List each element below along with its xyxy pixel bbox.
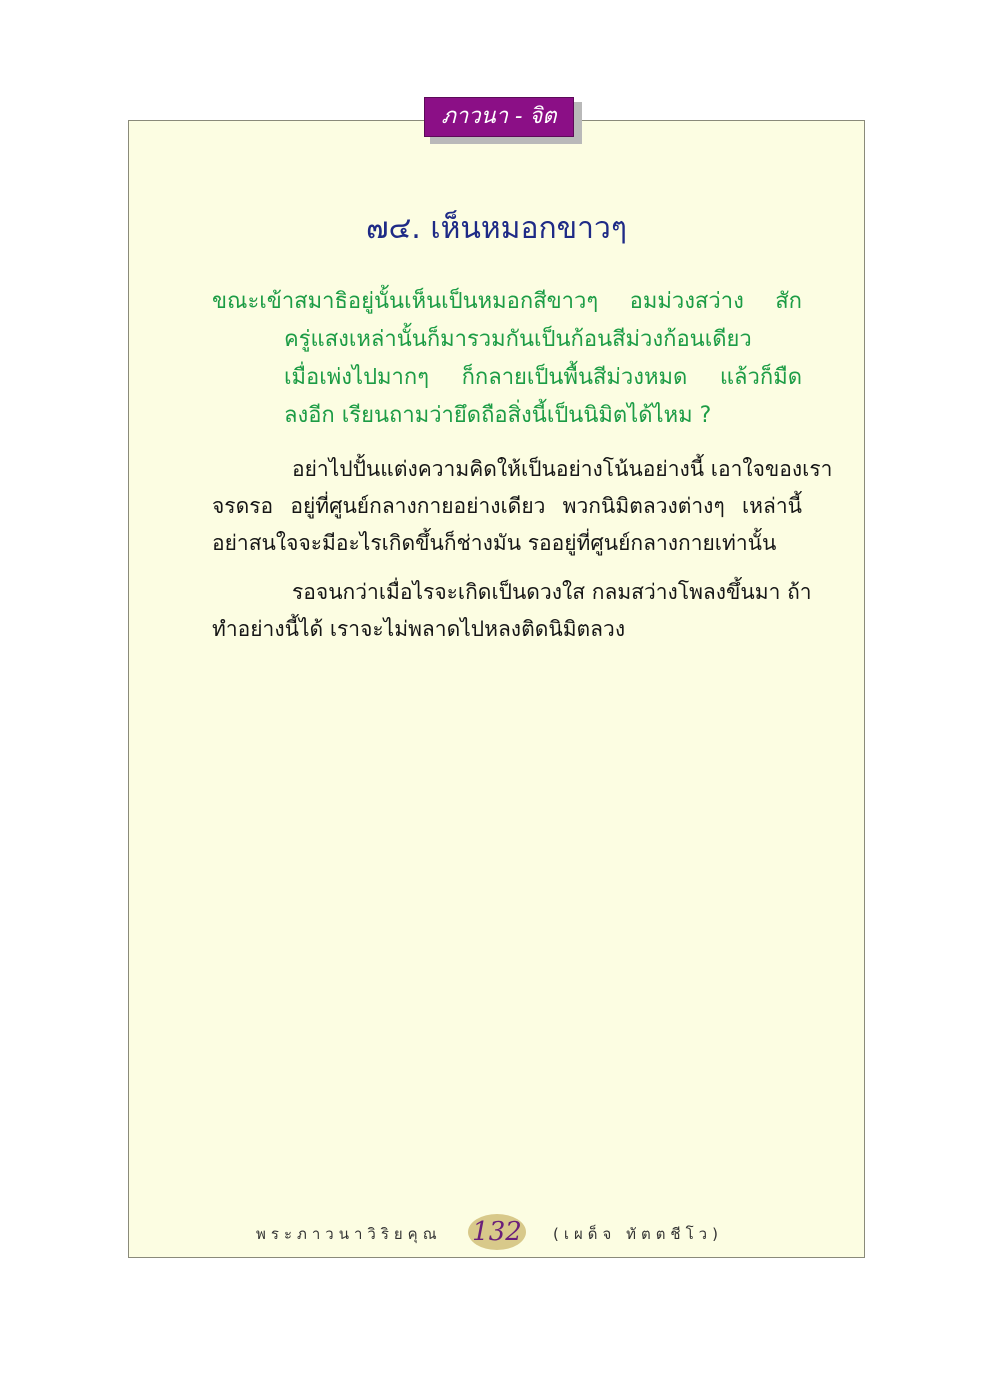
question-line: ลงอีก เรียนถามว่ายึดถือสิ่งนี้เป็นนิมิตได้ไหม ? — [284, 403, 712, 428]
question-block — [212, 283, 802, 435]
book-title: พระภาวนาวิริยคุณ — [256, 1225, 442, 1243]
answer-paragraph-1 — [212, 451, 833, 562]
chapter-title: ๗๔. เห็นหมอกขาวๆ — [366, 211, 627, 246]
section-tab: ภาวนา - จิต — [424, 97, 574, 137]
answer-line: อย่าไปปั้นแต่งความคิดให้เป็นอย่างโน้นอย่างนี้ เอาใจของเรา — [292, 457, 833, 481]
question-line: ครู่แสงเหล่านั้นก็มารวมกันเป็นก้อนสีม่วงก้อนเดียว — [284, 327, 752, 352]
answer-paragraph-2 — [212, 574, 812, 648]
answer-line: รอจนกว่าเมื่อไรจะเกิดเป็นดวงใส กลมสว่างโพลงขึ้นมา ถ้า — [292, 580, 812, 604]
page-number: 132 — [468, 1214, 526, 1250]
page-footer — [128, 1214, 865, 1254]
author-name: (เผด็จ ทัตตชีโว) — [553, 1225, 723, 1243]
question-line: ขณะเข้าสมาธิอยู่นั้นเห็นเป็นหมอกสีขาวๆ อมม่วงสว่าง สัก — [212, 289, 802, 314]
answer-line: จรดรอ อยู่ที่ศูนย์กลางกายอย่างเดียว พวกนิมิตลวงต่างๆ เหล่านี้ — [212, 494, 802, 518]
answer-line: ทำอย่างนี้ได้ เราจะไม่พลาดไปหลงติดนิมิตลวง — [212, 617, 626, 641]
question-line: เมื่อเพ่งไปมากๆ ก็กลายเป็นพื้นสีม่วงหมด แล้วก็มืด — [284, 365, 802, 390]
answer-line: อย่าสนใจจะมีอะไรเกิดขึ้นก็ช่างมัน รออยู่ที่ศูนย์กลางกายเท่านั้น — [212, 531, 777, 555]
